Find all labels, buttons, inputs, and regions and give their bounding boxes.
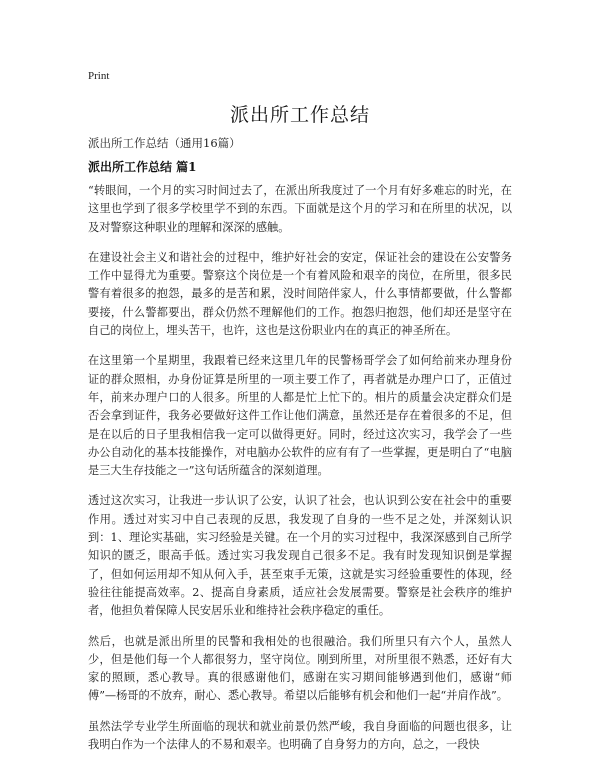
document-subtitle: 派出所工作总结（通用16篇）: [88, 136, 241, 150]
paragraph: “转眼间，一个月的实习时间过去了，在派出所我度过了一个月有好多难忘的时光，在这里也学到了很多学校里学不到的东西。下面就是这个月的学习和在所里的状况，以及对警察这种职业的理解和深深的感触。: [88, 184, 512, 234]
paragraph: 在这里第一个星期里，我跟着已经来这里几年的民警杨哥学会了如何给前来办理身份证的群众照相，办身份证算是所里的一项主要工作了，再者就是办理户口了，正值过年，前来办理户口的人很多。所里的人都是忙上忙下的。相片的质量会决定群众们是否会拿到证件，我务必要做好这件工作让他们满意，虽然还是存在着很多的不足，但是在以后的日子里我相信我一定可以做得更好。同时，经过这次实习，我学会了一些办公自动化的基本技能操作，对电脑办公软件的应有有了一些掌握，更是明白了“电脑是三大生存技能之一”这句话所蕴含的深刻道理。: [88, 354, 512, 478]
section-heading: 派出所工作总结 篇1: [88, 160, 197, 174]
paragraph: 透过这次实习，让我进一步认识了公安，认识了社会，也认识到公安在社会中的重要作用。透过对实习中自己表现的反思，我发现了自身的一些不足之处，并深刻认识到：1、理论实基础，实习经验是关键。在一个月的实习过程中，我深深感到自己所学知识的匮乏，眼高手低。透过实习我发现自己很多不足。我有时发现知识倒是掌握了，但如何运用却不知从何入手，甚至束手无策，这就是实习经验重要性的体现，经验往往能提高效率。2、提高自身素质，适应社会发展需要。警察是社会秩序的维护者，他担负着保障人民安居乐业和维持社会秩序稳定的重任。: [88, 494, 512, 618]
paragraph: 在建设社会主义和谐社会的过程中，维护好社会的安定，保证社会的建设在公安警务工作中显得尤为重要。警察这个岗位是一个有着风险和艰辛的岗位，在所里，很多民警有着很多的抱怨，最多的是苦和累，没时间陪伴家人，什么事情都要做，什么警都要接，什么警都要出，群众仍然不理解他们的工作。抱怨归抱怨，他们却还是坚守在自己的岗位上，埋头苦干，也许，这也是这份职业内在的真正的神圣所在。: [88, 250, 512, 338]
paragraph: 虽然法学专业学生所面临的现状和就业前景仍然严峻，我自身面临的问题也很多，让我明白作为一个法律人的不易和艰辛。也明确了自身努力的方向，总之，一段快: [88, 719, 512, 752]
page-title: 派出所工作总结: [229, 104, 370, 126]
print-link[interactable]: Print: [88, 70, 110, 82]
paragraph: 然后，也就是派出所里的民警和我相处的也很融洽。我们所里只有六个人，虽然人少，但是他们每一个人都很努力，坚守岗位。刚到所里，对所里很不熟悉，还好有大家的照顾，悉心教导。真的很感谢他们，感谢在实习期间能够遇到他们，感谢“师傅”—杨哥的不放弃，耐心、悉心教导。希望以后能够有机会和他们一起“并肩作战”。: [88, 634, 512, 703]
article-body: [88, 182, 512, 766]
